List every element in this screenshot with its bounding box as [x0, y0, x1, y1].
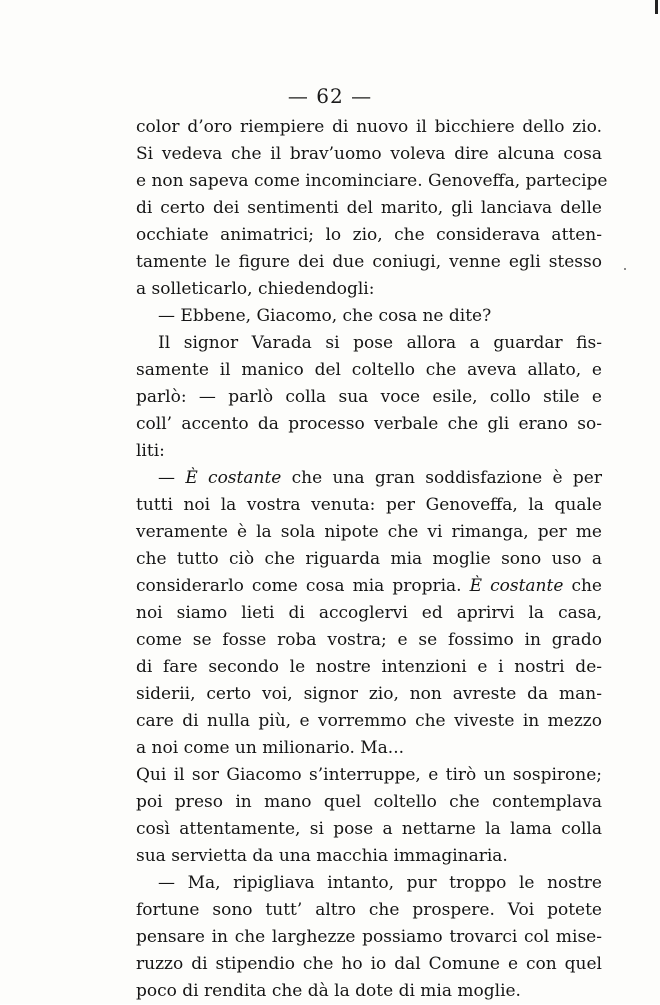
text-line: fortune sono tutt’ altro che prospere. Voi potete: [136, 900, 602, 920]
text-line: Il signor Varada si pose allora a guardar fis-: [158, 333, 602, 353]
text-run: —: [158, 468, 186, 488]
text-run: considerarlo come cosa mia propria.: [136, 576, 470, 596]
text-line: care di nulla più, e vorremmo che viveste in mezzo: [136, 711, 602, 731]
text-line: che tutto ciò che riguarda mia moglie sono uso a: [136, 549, 602, 569]
text-line: noi siamo lieti di accoglervi ed aprirvi la casa,: [136, 603, 602, 623]
text-line: Qui il sor Giacomo s’interruppe, e tirò un sospirone;: [136, 765, 602, 785]
page-body-text: [136, 114, 608, 1005]
text-line: e non sapeva come incominciare. Genoveffa, partecipe: [136, 171, 608, 191]
text-line: a solleticarlo, chiedendogli:: [136, 279, 375, 299]
text-line: liti:: [136, 441, 165, 461]
page-edge-mark: [655, 0, 658, 14]
page-number: — 62 —: [287, 84, 373, 108]
text-line: come se fosse roba vostra; e se fossimo in grado: [136, 630, 602, 650]
emphasized-phrase: È costante: [469, 576, 564, 596]
text-run: che: [563, 576, 602, 596]
text-line: veramente è la sola nipote che vi rimanga, per me: [136, 522, 602, 542]
text-line: — Ebbene, Giacomo, che cosa ne dite?: [158, 306, 492, 326]
paper-speck: [624, 268, 626, 270]
text-line: tamente le figure dei due coniugi, venne egli stesso: [136, 252, 602, 272]
text-line: a noi come un milionario. Ma...: [136, 738, 405, 758]
text-line: tutti noi la vostra venuta: per Genoveffa, la quale: [136, 495, 602, 515]
text-line: poco di rendita che dà la dote di mia moglie.: [136, 981, 521, 1001]
emphasized-phrase: È costante: [185, 468, 282, 488]
text-line: color d’oro riempiere di nuovo il bicchiere dello zio.: [136, 117, 602, 137]
text-line: poi preso in mano quel coltello che contemplava: [136, 792, 602, 812]
text-line: coll’ accento da processo verbale che gli erano so-: [136, 414, 602, 434]
text-line: — Ma, ripigliava intanto, pur troppo le nostre: [158, 873, 602, 893]
text-line: ruzzo di stipendio che ho io dal Comune e con quel: [136, 954, 602, 974]
text-line: Si vedeva che il brav’uomo voleva dire alcuna cosa: [136, 144, 602, 164]
text-line: così attentamente, si pose a nettarne la lama colla: [136, 819, 602, 839]
text-run: che una gran soddisfazione è per: [281, 468, 602, 488]
text-line: occhiate animatrici; lo zio, che considerava atten-: [136, 225, 602, 245]
text-line: [136, 573, 602, 600]
text-line: parlò: — parlò colla sua voce esile, collo stile e: [136, 387, 602, 407]
text-line: di certo dei sentimenti del marito, gli lanciava delle: [136, 198, 602, 218]
text-line: sua servietta da una macchia immaginaria.: [136, 846, 508, 866]
text-line: [136, 465, 602, 492]
text-line: samente il manico del coltello che aveva allato, e: [136, 360, 602, 380]
text-line: di fare secondo le nostre intenzioni e i nostri de-: [136, 657, 602, 677]
text-line: siderii, certo voi, signor zio, non avreste da man-: [136, 684, 602, 704]
text-line: pensare in che larghezze possiamo trovarci col mise-: [136, 927, 602, 947]
